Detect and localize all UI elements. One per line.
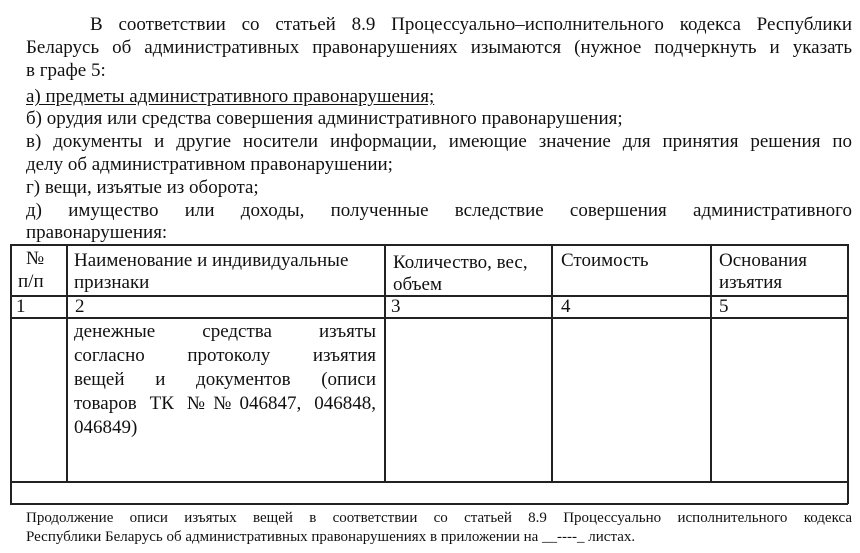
row-1-description xyxy=(74,320,376,440)
intro-line-3: в графе 5: xyxy=(26,60,106,81)
table-border-row xyxy=(10,481,848,483)
col-number-5: 5 xyxy=(719,296,729,317)
header-quantity-line-1: Количество, вес, xyxy=(393,252,528,273)
item-e-line-1: д) имущество или доходы, полученные вследствие совершения административного xyxy=(26,200,852,221)
header-quantity-line-2: объем xyxy=(393,274,442,295)
description-line: вещей и документов (описи xyxy=(74,369,376,390)
item-d: г) вещи, изъятые из оборота; xyxy=(26,177,259,198)
description-line: денежные средства изъяты xyxy=(74,321,376,342)
col-number-4: 4 xyxy=(561,296,571,317)
col-divider-2 xyxy=(384,244,386,482)
header-name-line-1: Наименование и индивидуальные xyxy=(74,250,349,271)
table-border-top xyxy=(10,244,848,246)
table-border-bottom xyxy=(10,503,848,505)
footer-line-1: Продолжение описи изъятых вещей в соответствии со статьей 8.9 Процессуально исполнительного кодекса xyxy=(26,510,852,526)
header-reason-line-2: изъятия xyxy=(719,272,783,293)
col-divider-1 xyxy=(66,244,68,482)
intro-line-1: В соответствии со статьей 8.9 Процессуально–исполнительного кодекса Республики xyxy=(90,14,852,35)
col-number-2: 2 xyxy=(75,296,85,317)
header-reason-line-1: Основания xyxy=(719,250,808,271)
header-cost: Стоимость xyxy=(561,250,649,271)
description-line: 046849) xyxy=(74,417,138,438)
table-border-left xyxy=(10,244,12,504)
col-number-1: 1 xyxy=(16,296,26,317)
item-b: б) орудия или средства совершения административного правонарушения; xyxy=(26,108,623,129)
description-line: товаров ТК №№046847, 046848, xyxy=(74,393,376,414)
table-border-right xyxy=(847,244,849,504)
intro-line-2: Беларусь об административных правонарушениях изымаются (нужное подчеркнуть и указать xyxy=(26,37,852,58)
header-number-line-2: п/п xyxy=(18,271,44,292)
header-name-line-2: признаки xyxy=(74,272,150,293)
item-c-line-2: делу об административном правонарушении; xyxy=(26,154,393,175)
footer-line-2: Республики Беларусь об административных правонарушениях в приложении на __----_ листах. xyxy=(26,529,636,545)
item-e-line-2: правонарушения: xyxy=(26,222,168,243)
col-divider-4 xyxy=(710,244,712,482)
description-line: согласно протоколу изъятия xyxy=(74,345,376,366)
item-a-underlined: а) предметы административного правонарушения; xyxy=(26,86,435,107)
item-c-line-1: в) документы и другие носители информации, имеющие значение для принятия решения по xyxy=(26,131,852,152)
col-divider-3 xyxy=(551,244,553,482)
col-number-3: 3 xyxy=(391,296,401,317)
header-number-line-1: № xyxy=(26,248,45,269)
